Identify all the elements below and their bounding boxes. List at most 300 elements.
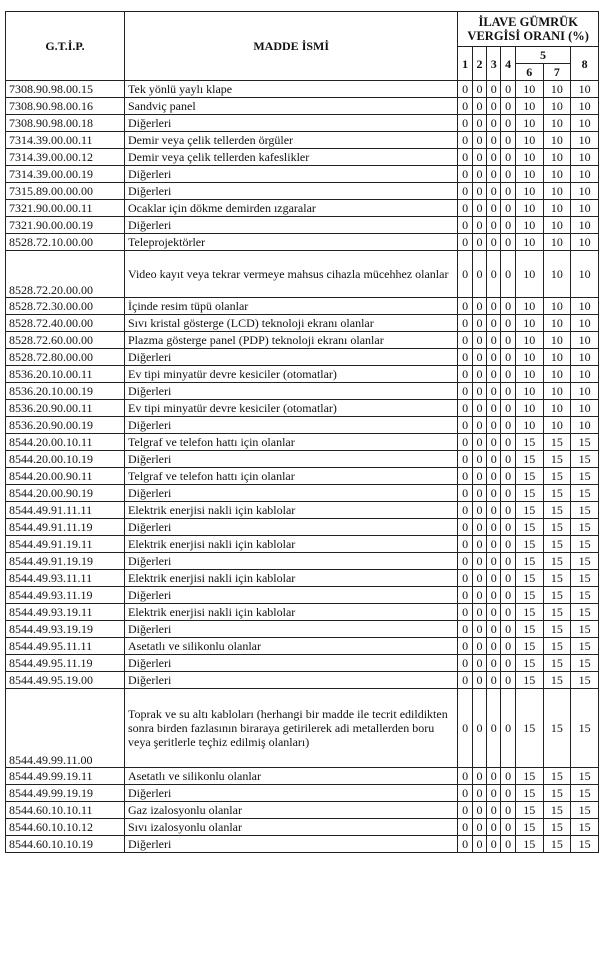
header-col-8: 8	[571, 47, 599, 81]
rate-cell-col-6: 15	[515, 485, 543, 502]
item-name-cell: Elektrik enerjisi nakli için kablolar	[125, 536, 458, 553]
rate-cell-col-8: 15	[571, 570, 599, 587]
rate-cell-col-8: 10	[571, 349, 599, 366]
rate-cell-col-3: 0	[487, 98, 501, 115]
rate-cell-col-6: 10	[515, 132, 543, 149]
rate-cell-col-3: 0	[487, 553, 501, 570]
rate-cell-col-1: 0	[458, 115, 472, 132]
table-row	[6, 785, 599, 802]
item-name-cell: Demir veya çelik tellerden örgüler	[125, 132, 458, 149]
rate-cell-col-6: 10	[515, 383, 543, 400]
rate-cell-col-7: 10	[543, 417, 571, 434]
table-row	[6, 570, 599, 587]
rate-cell-col-7: 10	[543, 383, 571, 400]
item-name-cell: Demir veya çelik tellerden kafeslikler	[125, 149, 458, 166]
rate-cell-col-7: 10	[543, 149, 571, 166]
rate-cell-col-8: 10	[571, 400, 599, 417]
rate-cell-col-8: 15	[571, 536, 599, 553]
rate-cell-col-2: 0	[472, 638, 486, 655]
rate-cell-col-4: 0	[501, 115, 515, 132]
rate-cell-col-8: 15	[571, 768, 599, 785]
rate-cell-col-7: 10	[543, 234, 571, 251]
rate-cell-col-6: 15	[515, 672, 543, 689]
rate-cell-col-4: 0	[501, 536, 515, 553]
header-col-7: 7	[543, 64, 571, 81]
rate-cell-col-1: 0	[458, 689, 472, 768]
rate-cell-col-4: 0	[501, 689, 515, 768]
rate-cell-col-1: 0	[458, 519, 472, 536]
item-name-cell: Diğerleri	[125, 672, 458, 689]
rate-cell-col-1: 0	[458, 251, 472, 298]
rate-cell-col-7: 15	[543, 451, 571, 468]
gtip-code-cell: 8536.20.90.00.19	[6, 417, 125, 434]
rate-cell-col-2: 0	[472, 81, 486, 98]
rate-cell-col-6: 15	[515, 819, 543, 836]
rate-cell-col-6: 15	[515, 502, 543, 519]
rate-cell-col-3: 0	[487, 149, 501, 166]
rate-cell-col-3: 0	[487, 451, 501, 468]
rate-cell-col-3: 0	[487, 604, 501, 621]
gtip-code-cell: 8544.20.00.90.11	[6, 468, 125, 485]
rate-cell-col-8: 15	[571, 621, 599, 638]
rate-cell-col-7: 15	[543, 802, 571, 819]
table-row	[6, 251, 599, 298]
item-name-cell: Video kayıt veya tekrar vermeye mahsus cihazla mücehhez olanlar	[125, 251, 458, 298]
gtip-code-cell: 8544.49.91.11.19	[6, 519, 125, 536]
item-name-cell: Elektrik enerjisi nakli için kablolar	[125, 604, 458, 621]
rate-cell-col-4: 0	[501, 349, 515, 366]
gtip-code-cell: 8544.20.00.10.11	[6, 434, 125, 451]
gtip-code-cell: 7314.39.00.00.12	[6, 149, 125, 166]
rate-cell-col-8: 10	[571, 183, 599, 200]
rate-cell-col-8: 15	[571, 502, 599, 519]
gtip-code-cell: 8528.72.20.00.00	[6, 251, 125, 298]
gtip-code-cell: 8536.20.90.00.11	[6, 400, 125, 417]
table-row	[6, 638, 599, 655]
rate-cell-col-1: 0	[458, 485, 472, 502]
rate-cell-col-1: 0	[458, 332, 472, 349]
rate-cell-col-8: 10	[571, 166, 599, 183]
table-row	[6, 689, 599, 768]
rate-cell-col-6: 15	[515, 621, 543, 638]
rate-cell-col-3: 0	[487, 502, 501, 519]
rate-cell-col-7: 10	[543, 217, 571, 234]
table-row	[6, 166, 599, 183]
rate-cell-col-4: 0	[501, 621, 515, 638]
rate-cell-col-4: 0	[501, 638, 515, 655]
rate-cell-col-1: 0	[458, 672, 472, 689]
table-row	[6, 132, 599, 149]
rate-cell-col-4: 0	[501, 383, 515, 400]
rate-cell-col-3: 0	[487, 638, 501, 655]
table-row	[6, 519, 599, 536]
rate-cell-col-1: 0	[458, 132, 472, 149]
rate-cell-col-6: 15	[515, 519, 543, 536]
gtip-code-cell: 8544.20.00.90.19	[6, 485, 125, 502]
gtip-code-cell: 8544.49.93.11.19	[6, 587, 125, 604]
rate-cell-col-7: 10	[543, 400, 571, 417]
table-row	[6, 451, 599, 468]
rate-cell-col-8: 15	[571, 638, 599, 655]
rate-cell-col-1: 0	[458, 451, 472, 468]
item-name-cell: Plazma gösterge panel (PDP) teknoloji ekranı olanlar	[125, 332, 458, 349]
item-name-cell: Diğerleri	[125, 621, 458, 638]
rate-cell-col-6: 15	[515, 836, 543, 853]
rate-cell-col-4: 0	[501, 434, 515, 451]
rate-cell-col-8: 10	[571, 383, 599, 400]
item-name-cell: Toprak ve su altı kabloları (herhangi bir madde ile tecrit edildikten sonra birden fazlasının biraraya getirilerek adi metallerden boru veya şeritlerle teçhiz edilmiş olanları)	[125, 689, 458, 768]
gtip-code-cell: 8528.72.40.00.00	[6, 315, 125, 332]
table-row	[6, 502, 599, 519]
rate-cell-col-1: 0	[458, 655, 472, 672]
rate-cell-col-2: 0	[472, 536, 486, 553]
rate-cell-col-1: 0	[458, 468, 472, 485]
gtip-code-cell: 7308.90.98.00.15	[6, 81, 125, 98]
rate-cell-col-2: 0	[472, 400, 486, 417]
rate-cell-col-4: 0	[501, 132, 515, 149]
rate-cell-col-4: 0	[501, 251, 515, 298]
tariff-table	[5, 11, 599, 853]
rate-cell-col-7: 10	[543, 200, 571, 217]
rate-cell-col-7: 15	[543, 689, 571, 768]
rate-cell-col-3: 0	[487, 802, 501, 819]
rate-cell-col-4: 0	[501, 785, 515, 802]
gtip-code-cell: 8536.20.10.00.19	[6, 383, 125, 400]
rate-cell-col-2: 0	[472, 217, 486, 234]
rate-cell-col-3: 0	[487, 200, 501, 217]
rate-cell-col-2: 0	[472, 836, 486, 853]
gtip-code-cell: 7321.90.00.00.11	[6, 200, 125, 217]
rate-cell-col-1: 0	[458, 638, 472, 655]
item-name-cell: İçinde resim tüpü olanlar	[125, 298, 458, 315]
rate-cell-col-1: 0	[458, 349, 472, 366]
rate-cell-col-2: 0	[472, 98, 486, 115]
gtip-code-cell: 8544.49.99.19.19	[6, 785, 125, 802]
rate-cell-col-2: 0	[472, 366, 486, 383]
rate-cell-col-3: 0	[487, 383, 501, 400]
rate-cell-col-3: 0	[487, 315, 501, 332]
gtip-code-cell: 8544.49.91.11.11	[6, 502, 125, 519]
table-row	[6, 836, 599, 853]
rate-cell-col-4: 0	[501, 655, 515, 672]
item-name-cell: Diğerleri	[125, 553, 458, 570]
header-col-2: 2	[472, 47, 486, 81]
rate-cell-col-1: 0	[458, 234, 472, 251]
rate-cell-col-1: 0	[458, 81, 472, 98]
rate-cell-col-2: 0	[472, 332, 486, 349]
rate-cell-col-2: 0	[472, 383, 486, 400]
rate-cell-col-8: 10	[571, 98, 599, 115]
gtip-code-cell: 8544.49.91.19.11	[6, 536, 125, 553]
rate-cell-col-4: 0	[501, 366, 515, 383]
rate-cell-col-6: 15	[515, 451, 543, 468]
rate-cell-col-2: 0	[472, 200, 486, 217]
table-row	[6, 553, 599, 570]
rate-cell-col-6: 15	[515, 689, 543, 768]
rate-cell-col-8: 15	[571, 587, 599, 604]
rate-cell-col-1: 0	[458, 298, 472, 315]
rate-cell-col-1: 0	[458, 836, 472, 853]
item-name-cell: Asetatlı ve silikonlu olanlar	[125, 768, 458, 785]
rate-cell-col-7: 15	[543, 785, 571, 802]
rate-cell-col-7: 15	[543, 819, 571, 836]
rate-cell-col-3: 0	[487, 298, 501, 315]
rate-cell-col-4: 0	[501, 768, 515, 785]
rate-cell-col-8: 15	[571, 836, 599, 853]
rate-cell-col-4: 0	[501, 836, 515, 853]
rate-cell-col-8: 15	[571, 485, 599, 502]
item-name-cell: Diğerleri	[125, 587, 458, 604]
rate-cell-col-2: 0	[472, 570, 486, 587]
rate-cell-col-2: 0	[472, 655, 486, 672]
rate-cell-col-6: 15	[515, 655, 543, 672]
rate-cell-col-3: 0	[487, 115, 501, 132]
rate-cell-col-6: 15	[515, 785, 543, 802]
table-row	[6, 115, 599, 132]
rate-cell-col-1: 0	[458, 785, 472, 802]
item-name-cell: Tek yönlü yaylı klape	[125, 81, 458, 98]
rate-cell-col-4: 0	[501, 200, 515, 217]
item-name-cell: Diğerleri	[125, 485, 458, 502]
rate-cell-col-7: 15	[543, 570, 571, 587]
rate-cell-col-6: 10	[515, 81, 543, 98]
rate-cell-col-3: 0	[487, 166, 501, 183]
item-name-cell: Sandviç panel	[125, 98, 458, 115]
table-row	[6, 349, 599, 366]
rate-cell-col-1: 0	[458, 383, 472, 400]
rate-cell-col-8: 15	[571, 689, 599, 768]
gtip-code-cell: 8544.49.99.11.00	[6, 689, 125, 768]
rate-cell-col-4: 0	[501, 298, 515, 315]
rate-cell-col-3: 0	[487, 332, 501, 349]
gtip-code-cell: 8528.72.30.00.00	[6, 298, 125, 315]
header-col-6: 6	[515, 64, 543, 81]
table-row	[6, 200, 599, 217]
rate-cell-col-2: 0	[472, 485, 486, 502]
rate-cell-col-4: 0	[501, 81, 515, 98]
rate-cell-col-2: 0	[472, 315, 486, 332]
rate-cell-col-2: 0	[472, 604, 486, 621]
rate-cell-col-6: 10	[515, 400, 543, 417]
gtip-code-cell: 8528.72.60.00.00	[6, 332, 125, 349]
rate-cell-col-8: 15	[571, 451, 599, 468]
rate-cell-col-8: 10	[571, 149, 599, 166]
table-body	[6, 81, 599, 853]
rate-cell-col-4: 0	[501, 98, 515, 115]
rate-cell-col-8: 10	[571, 234, 599, 251]
rate-cell-col-6: 10	[515, 166, 543, 183]
rate-cell-col-6: 15	[515, 802, 543, 819]
rate-cell-col-7: 10	[543, 349, 571, 366]
rate-cell-col-3: 0	[487, 621, 501, 638]
gtip-code-cell: 8544.49.93.19.11	[6, 604, 125, 621]
table-row	[6, 217, 599, 234]
rate-cell-col-4: 0	[501, 332, 515, 349]
item-name-cell: Ev tipi minyatür devre kesiciler (otomatlar)	[125, 400, 458, 417]
item-name-cell: Elektrik enerjisi nakli için kablolar	[125, 502, 458, 519]
rate-cell-col-2: 0	[472, 519, 486, 536]
rate-cell-col-6: 10	[515, 332, 543, 349]
gtip-code-cell: 7308.90.98.00.18	[6, 115, 125, 132]
rate-cell-col-4: 0	[501, 149, 515, 166]
rate-cell-col-7: 15	[543, 519, 571, 536]
rate-cell-col-1: 0	[458, 553, 472, 570]
gtip-code-cell: 8536.20.10.00.11	[6, 366, 125, 383]
rate-cell-col-4: 0	[501, 553, 515, 570]
item-name-cell: Diğerleri	[125, 383, 458, 400]
rate-cell-col-8: 15	[571, 519, 599, 536]
item-name-cell: Diğerleri	[125, 183, 458, 200]
rate-cell-col-4: 0	[501, 502, 515, 519]
item-name-cell: Diğerleri	[125, 217, 458, 234]
table-row	[6, 621, 599, 638]
rate-cell-col-4: 0	[501, 166, 515, 183]
item-name-cell: Diğerleri	[125, 115, 458, 132]
rate-cell-col-3: 0	[487, 587, 501, 604]
rate-cell-col-6: 10	[515, 315, 543, 332]
table-row	[6, 183, 599, 200]
rate-cell-col-2: 0	[472, 115, 486, 132]
item-name-cell: Diğerleri	[125, 785, 458, 802]
item-name-cell: Asetatlı ve silikonlu olanlar	[125, 638, 458, 655]
table-row	[6, 672, 599, 689]
item-name-cell: Diğerleri	[125, 349, 458, 366]
table-row	[6, 417, 599, 434]
rate-cell-col-3: 0	[487, 519, 501, 536]
gtip-code-cell: 8528.72.10.00.00	[6, 234, 125, 251]
rate-cell-col-2: 0	[472, 468, 486, 485]
rate-cell-col-1: 0	[458, 502, 472, 519]
rate-cell-col-1: 0	[458, 570, 472, 587]
rate-cell-col-7: 15	[543, 587, 571, 604]
rate-cell-col-6: 10	[515, 200, 543, 217]
gtip-code-cell: 8544.49.95.11.11	[6, 638, 125, 655]
rate-cell-col-8: 10	[571, 217, 599, 234]
item-name-cell: Sıvı izalosyonlu olanlar	[125, 819, 458, 836]
rate-cell-col-7: 10	[543, 366, 571, 383]
rate-cell-col-7: 10	[543, 115, 571, 132]
rate-cell-col-1: 0	[458, 768, 472, 785]
table-row	[6, 604, 599, 621]
header-name: MADDE İSMİ	[125, 12, 458, 81]
rate-cell-col-8: 15	[571, 819, 599, 836]
rate-cell-col-3: 0	[487, 434, 501, 451]
rate-cell-col-7: 15	[543, 553, 571, 570]
rate-cell-col-7: 15	[543, 655, 571, 672]
rate-cell-col-2: 0	[472, 132, 486, 149]
rate-cell-col-4: 0	[501, 217, 515, 234]
rate-cell-col-6: 10	[515, 349, 543, 366]
rate-cell-col-7: 10	[543, 315, 571, 332]
rate-cell-col-3: 0	[487, 81, 501, 98]
rate-cell-col-6: 10	[515, 251, 543, 298]
rate-cell-col-1: 0	[458, 149, 472, 166]
gtip-code-cell: 8544.49.93.11.11	[6, 570, 125, 587]
rate-cell-col-2: 0	[472, 819, 486, 836]
rate-cell-col-6: 15	[515, 604, 543, 621]
item-name-cell: Ev tipi minyatür devre kesiciler (otomatlar)	[125, 366, 458, 383]
rate-cell-col-7: 10	[543, 251, 571, 298]
gtip-code-cell: 7314.39.00.00.11	[6, 132, 125, 149]
rate-cell-col-2: 0	[472, 349, 486, 366]
rate-cell-col-4: 0	[501, 315, 515, 332]
rate-cell-col-2: 0	[472, 183, 486, 200]
rate-cell-col-8: 10	[571, 298, 599, 315]
rate-cell-col-3: 0	[487, 400, 501, 417]
rate-cell-col-3: 0	[487, 570, 501, 587]
rate-cell-col-1: 0	[458, 434, 472, 451]
rate-cell-col-3: 0	[487, 836, 501, 853]
table-row	[6, 536, 599, 553]
rate-cell-col-7: 10	[543, 81, 571, 98]
item-name-cell: Ocaklar için dökme demirden ızgaralar	[125, 200, 458, 217]
rate-cell-col-6: 10	[515, 366, 543, 383]
rate-cell-col-6: 10	[515, 234, 543, 251]
table-row	[6, 587, 599, 604]
rate-cell-col-2: 0	[472, 234, 486, 251]
gtip-code-cell: 8544.49.99.19.11	[6, 768, 125, 785]
rate-cell-col-1: 0	[458, 217, 472, 234]
item-name-cell: Telgraf ve telefon hattı için olanlar	[125, 434, 458, 451]
item-name-cell: Diğerleri	[125, 451, 458, 468]
rate-cell-col-1: 0	[458, 802, 472, 819]
gtip-code-cell: 8544.20.00.10.19	[6, 451, 125, 468]
table-row	[6, 234, 599, 251]
table-row	[6, 768, 599, 785]
rate-cell-col-3: 0	[487, 417, 501, 434]
header-rate: İLAVE GÜMRÜK VERGİSİ ORANI (%)	[458, 12, 599, 47]
rate-cell-col-1: 0	[458, 366, 472, 383]
gtip-code-cell: 8544.49.95.11.19	[6, 655, 125, 672]
rate-cell-col-8: 15	[571, 604, 599, 621]
gtip-code-cell: 8544.49.95.19.00	[6, 672, 125, 689]
rate-cell-col-2: 0	[472, 149, 486, 166]
rate-cell-col-2: 0	[472, 251, 486, 298]
item-name-cell: Diğerleri	[125, 519, 458, 536]
rate-cell-col-1: 0	[458, 315, 472, 332]
rate-cell-col-7: 10	[543, 183, 571, 200]
rate-cell-col-6: 10	[515, 149, 543, 166]
header-col-4: 4	[501, 47, 515, 81]
rate-cell-col-7: 15	[543, 768, 571, 785]
rate-cell-col-8: 10	[571, 251, 599, 298]
table-row	[6, 366, 599, 383]
rate-cell-col-7: 15	[543, 621, 571, 638]
item-name-cell: Diğerleri	[125, 836, 458, 853]
rate-cell-col-8: 15	[571, 553, 599, 570]
rate-cell-col-7: 10	[543, 298, 571, 315]
rate-cell-col-4: 0	[501, 485, 515, 502]
gtip-code-cell: 8544.60.10.10.11	[6, 802, 125, 819]
table-row	[6, 485, 599, 502]
rate-cell-col-4: 0	[501, 234, 515, 251]
rate-cell-col-3: 0	[487, 536, 501, 553]
rate-cell-col-2: 0	[472, 298, 486, 315]
rate-cell-col-6: 15	[515, 434, 543, 451]
rate-cell-col-7: 10	[543, 332, 571, 349]
rate-cell-col-2: 0	[472, 553, 486, 570]
rate-cell-col-7: 15	[543, 485, 571, 502]
gtip-code-cell: 8528.72.80.00.00	[6, 349, 125, 366]
header-col-1: 1	[458, 47, 472, 81]
rate-cell-col-4: 0	[501, 587, 515, 604]
item-name-cell: Teleprojektörler	[125, 234, 458, 251]
item-name-cell: Telgraf ve telefon hattı için olanlar	[125, 468, 458, 485]
rate-cell-col-4: 0	[501, 451, 515, 468]
rate-cell-col-4: 0	[501, 400, 515, 417]
rate-cell-col-8: 10	[571, 132, 599, 149]
rate-cell-col-7: 15	[543, 836, 571, 853]
